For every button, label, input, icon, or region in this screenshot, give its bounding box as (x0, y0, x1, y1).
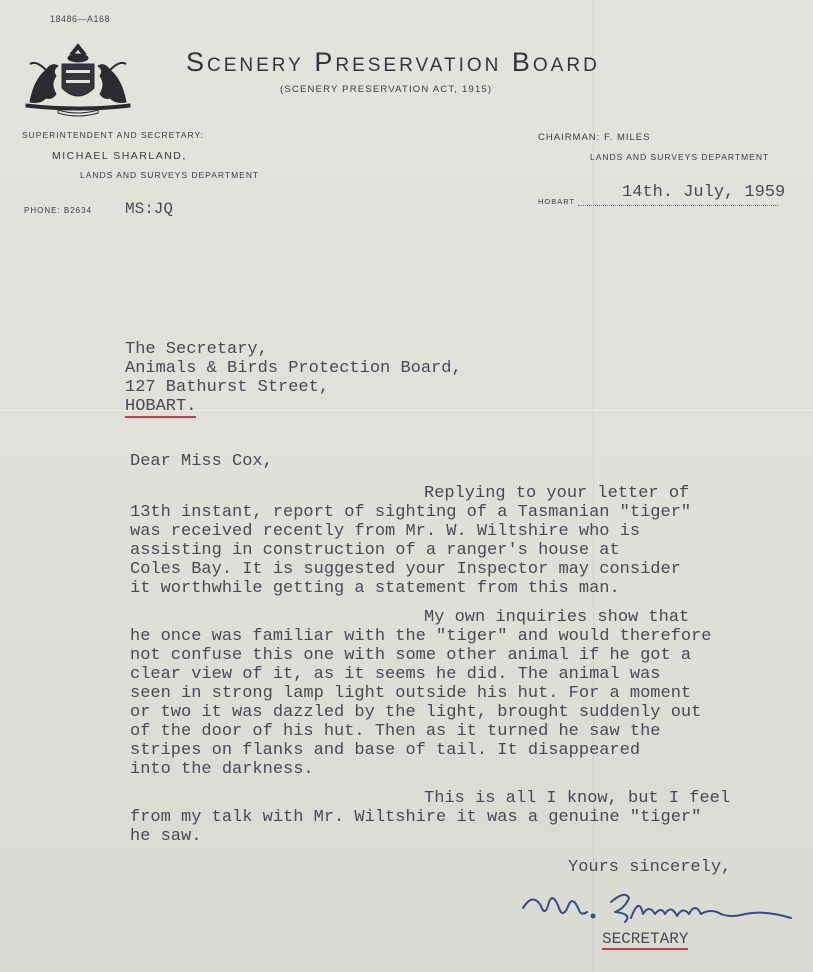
department-right: LANDS AND SURVEYS DEPARTMENT (590, 152, 770, 162)
paragraph-line: This is all I know, but I feel (424, 789, 731, 808)
phone-number: PHONE: B2634 (24, 206, 93, 215)
address-city: HOBART. (125, 397, 197, 416)
paragraph-line: from my talk with Mr. Wiltshire it was a genuine "tiger" (130, 808, 702, 827)
paragraph-line: of the door of his hut. Then as it turned he saw the (130, 722, 661, 741)
handwritten-signature (515, 878, 805, 938)
superintendent-title: SUPERINTENDENT AND SECRETARY: (22, 130, 205, 140)
paragraph-2 (130, 608, 712, 779)
closing: Yours sincerely, (568, 858, 732, 877)
paragraph-line: he saw. (130, 827, 202, 846)
date-dotted-line (578, 205, 778, 206)
paragraph-line: or two it was dazzled by the light, brought suddenly out (130, 703, 702, 722)
paragraph-line: seen in strong lamp light outside his hut. For a moment (130, 684, 692, 703)
chairman: CHAIRMAN: F. MILES (538, 132, 651, 143)
address-line: Animals & Birds Protection Board, (125, 359, 462, 378)
reference-code: MS:JQ (125, 200, 174, 218)
paragraph-line: assisting in construction of a ranger's house at (130, 541, 620, 560)
form-code: 18486—A168 (50, 14, 111, 24)
superintendent-name: MICHAEL SHARLAND, (52, 150, 187, 162)
paragraph-line: into the darkness. (130, 760, 314, 779)
salutation: Dear Miss Cox, (130, 452, 273, 471)
paragraph-line: was received recently from Mr. W. Wiltshire who is (130, 522, 641, 541)
paragraph-line: 13th instant, report of sighting of a Tasmanian "tiger" (130, 503, 692, 522)
paragraph-1 (130, 484, 691, 598)
letter-date: 14th. July, 1959 (622, 183, 786, 202)
paragraph-line: clear view of it, as it seems he did. The animal was (130, 665, 661, 684)
place-label: HOBART (538, 197, 576, 206)
address-line: The Secretary, (125, 340, 268, 359)
coat-of-arms-icon (22, 40, 134, 118)
board-subtitle: (SCENERY PRESERVATION ACT, 1915) (280, 84, 493, 95)
paragraph-line: My own inquiries show that (424, 608, 690, 627)
paragraph-line: he once was familiar with the "tiger" and would therefore (130, 627, 712, 646)
paragraph-line: stripes on flanks and base of tail. It disappeared (130, 741, 641, 760)
recipient-address (125, 340, 462, 416)
signatory-title: SECRETARY (602, 930, 689, 948)
paragraph-3 (130, 789, 730, 846)
paragraph-line: it worthwhile getting a statement from this man. (130, 579, 620, 598)
paragraph-line: not confuse this one with some other animal if he got a (130, 646, 692, 665)
paragraph-line: Coles Bay. It is suggested your Inspector may consider (130, 560, 681, 579)
address-line: 127 Bathurst Street, (125, 378, 330, 397)
department-left: LANDS AND SURVEYS DEPARTMENT (80, 170, 260, 180)
paragraph-line: Replying to your letter of (424, 484, 690, 503)
board-title: Scenery Preservation Board (186, 47, 600, 77)
